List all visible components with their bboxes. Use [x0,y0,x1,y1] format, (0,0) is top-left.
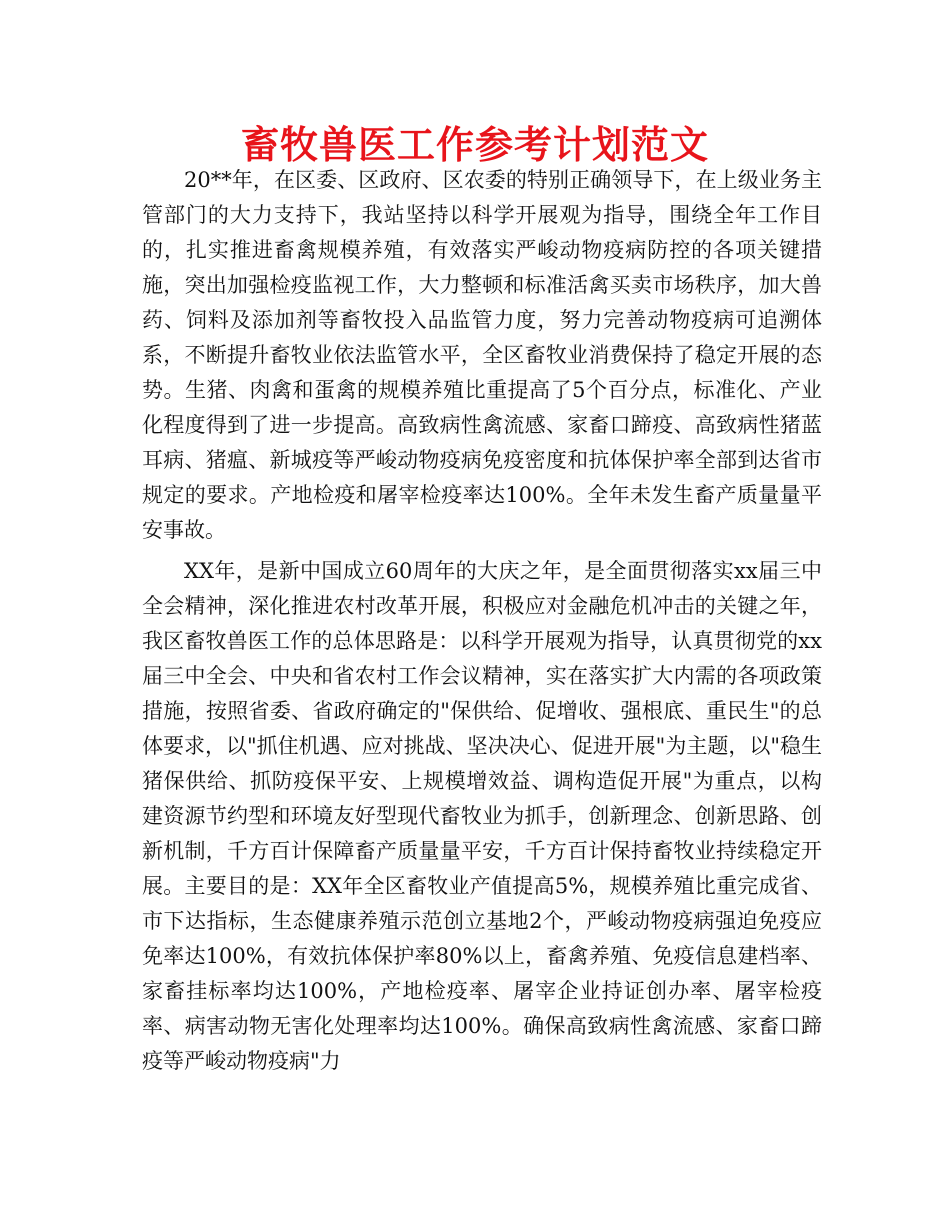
document-title: 畜牧兽医工作参考计划范文 [240,123,709,167]
body-paragraph-1: 20**年，在区委、区政府、区农委的特别正确领导下，在上级业务主管部门的大力支持下，我站坚持以科学开展观为指导，围绕全年工作目的，扎实推进畜禽规模养殖，有效落实严峻动物疫病防控的各项关键措施，突出加强检疫监视工作，大力整顿和标准活禽买卖市场秩序，加大兽药、饲料及添加剂等畜牧投入品监管力度，努力完善动物疫病可追溯体系，不断提升畜牧业依法监管水平，全区畜牧业消费保持了稳定开展的态势。生猪、肉禽和蛋禽的规模养殖比重提高了5个百分点，标准化、产业化程度得到了进一步提高。高致病性禽流感、家畜口蹄疫、高致病性猪蓝耳病、猪瘟、新城疫等严峻动物疫病免疫密度和抗体保护率全部到达省市规定的要求。产地检疫和屠宰检疫率达100%。全年未发生畜产质量量平安事故。 [142,168,822,542]
body-paragraph-2: XX年，是新中国成立60周年的大庆之年，是全面贯彻落实xx届三中全会精神，深化推进农村改革开展，积极应对金融危机冲击的关键之年，我区畜牧兽医工作的总体思路是：以科学开展观为指导，认真贯彻党的xx届三中全会、中央和省农村工作会议精神，实在落实扩大内需的各项政策措施，按照省委、省政府确定的"保供给、促增收、强根底、重民生"的总体要求，以"抓住机遇、应对挑战、坚决决心、促进开展"为主题，以"稳生猪保供给、抓防疫保平安、上规模增效益、调构造促开展"为重点，以构建资源节约型和环境友好型现代畜牧业为抓手，创新理念、创新思路、创新机制，千方百计保障畜产质量量平安，千方百计保持畜牧业持续稳定开展。主要目的是：XX年全区畜牧业产值提高5%，规模养殖比重完成省、市下达指标，生态健康养殖示范创立基地2个，严峻动物疫病强迫免疫应免率达100%，有效抗体保护率80%以上，畜禽养殖、免疫信息建档率、家畜挂标率均达100%，产地检疫率、屠宰企业持证创办率、屠宰检疫率、病害动物无害化处理率均达100%。确保高致病性禽流感、家畜口蹄疫等严峻动物疫病"力 [142,559,822,1073]
document-body [142,163,822,1079]
